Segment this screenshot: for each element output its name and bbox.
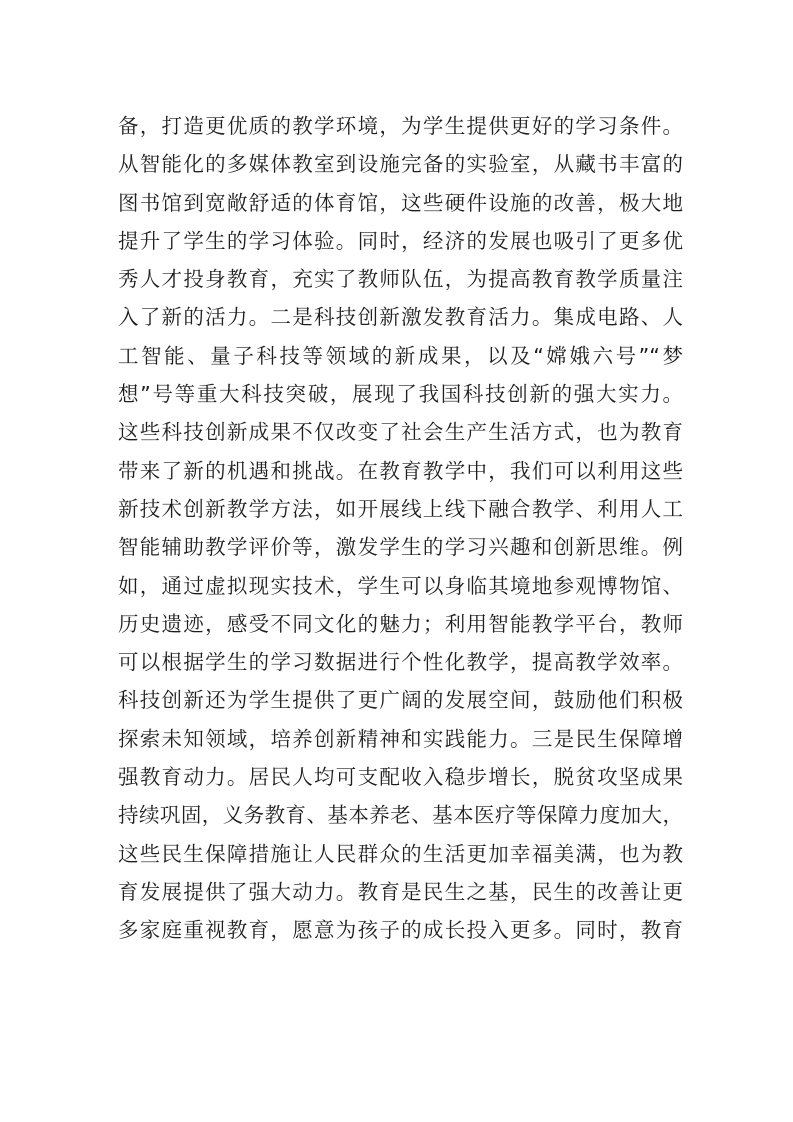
text-line: 育发展提供了强大动力。教育是民生之基，民生的改善让更	[118, 879, 683, 904]
text-line: 这些民生保障措施让人民群众的生活更加幸福美满，也为教	[118, 841, 683, 866]
text-line: 历史遗迹，感受不同文化的魅力；利用智能教学平台，教师	[118, 611, 683, 636]
text-line: 入了新的活力。二是科技创新激发教育活力。集成电路、人	[118, 305, 683, 330]
text-line: 科技创新还为学生提供了更广阔的发展空间，鼓励他们积极	[118, 688, 683, 713]
text-line: 新技术创新教学方法，如开展线上线下融合教学、利用人工	[118, 496, 683, 521]
text-line: 探索未知领域，培养创新精神和实践能力。三是民生保障增	[118, 726, 683, 751]
body-paragraph	[118, 107, 683, 950]
text-line: 带来了新的机遇和挑战。在教育教学中，我们可以利用这些	[118, 458, 683, 483]
text-line: 想”号等重大科技突破，展现了我国科技创新的强大实力。	[118, 382, 683, 407]
text-line: 备，打造更优质的教学环境，为学生提供更好的学习条件。	[118, 114, 683, 138]
text-line: 提升了学生的学习体验。同时，经济的发展也吸引了更多优	[118, 228, 683, 253]
text-line: 从智能化的多媒体教室到设施完备的实验室，从藏书丰富的	[118, 152, 683, 177]
text-line: 智能辅助教学评价等，激发学生的学习兴趣和创新思维。例	[118, 535, 683, 560]
text-line: 秀人才投身教育，充实了教师队伍，为提高教育教学质量注	[118, 267, 683, 292]
text-line: 图书馆到宽敞舒适的体育馆，这些硬件设施的改善，极大地	[118, 190, 683, 215]
text-line: 持续巩固，义务教育、基本养老、基本医疗等保障力度加大，	[118, 803, 683, 828]
text-line: 如，通过虚拟现实技术，学生可以身临其境地参观博物馆、	[118, 573, 683, 598]
text-line: 强教育动力。居民人均可支配收入稳步增长，脱贫攻坚成果	[118, 765, 683, 790]
text-line: 多家庭重视教育，愿意为孩子的成长投入更多。同时，教育	[118, 918, 683, 943]
text-line: 可以根据学生的学习数据进行个性化教学，提高教学效率。	[118, 650, 683, 675]
text-line: 这些科技创新成果不仅改变了社会生产生活方式，也为教育	[118, 420, 683, 445]
text-line: 工智能、量子科技等领域的新成果，以及“嫦娥六号”“梦	[118, 343, 683, 368]
